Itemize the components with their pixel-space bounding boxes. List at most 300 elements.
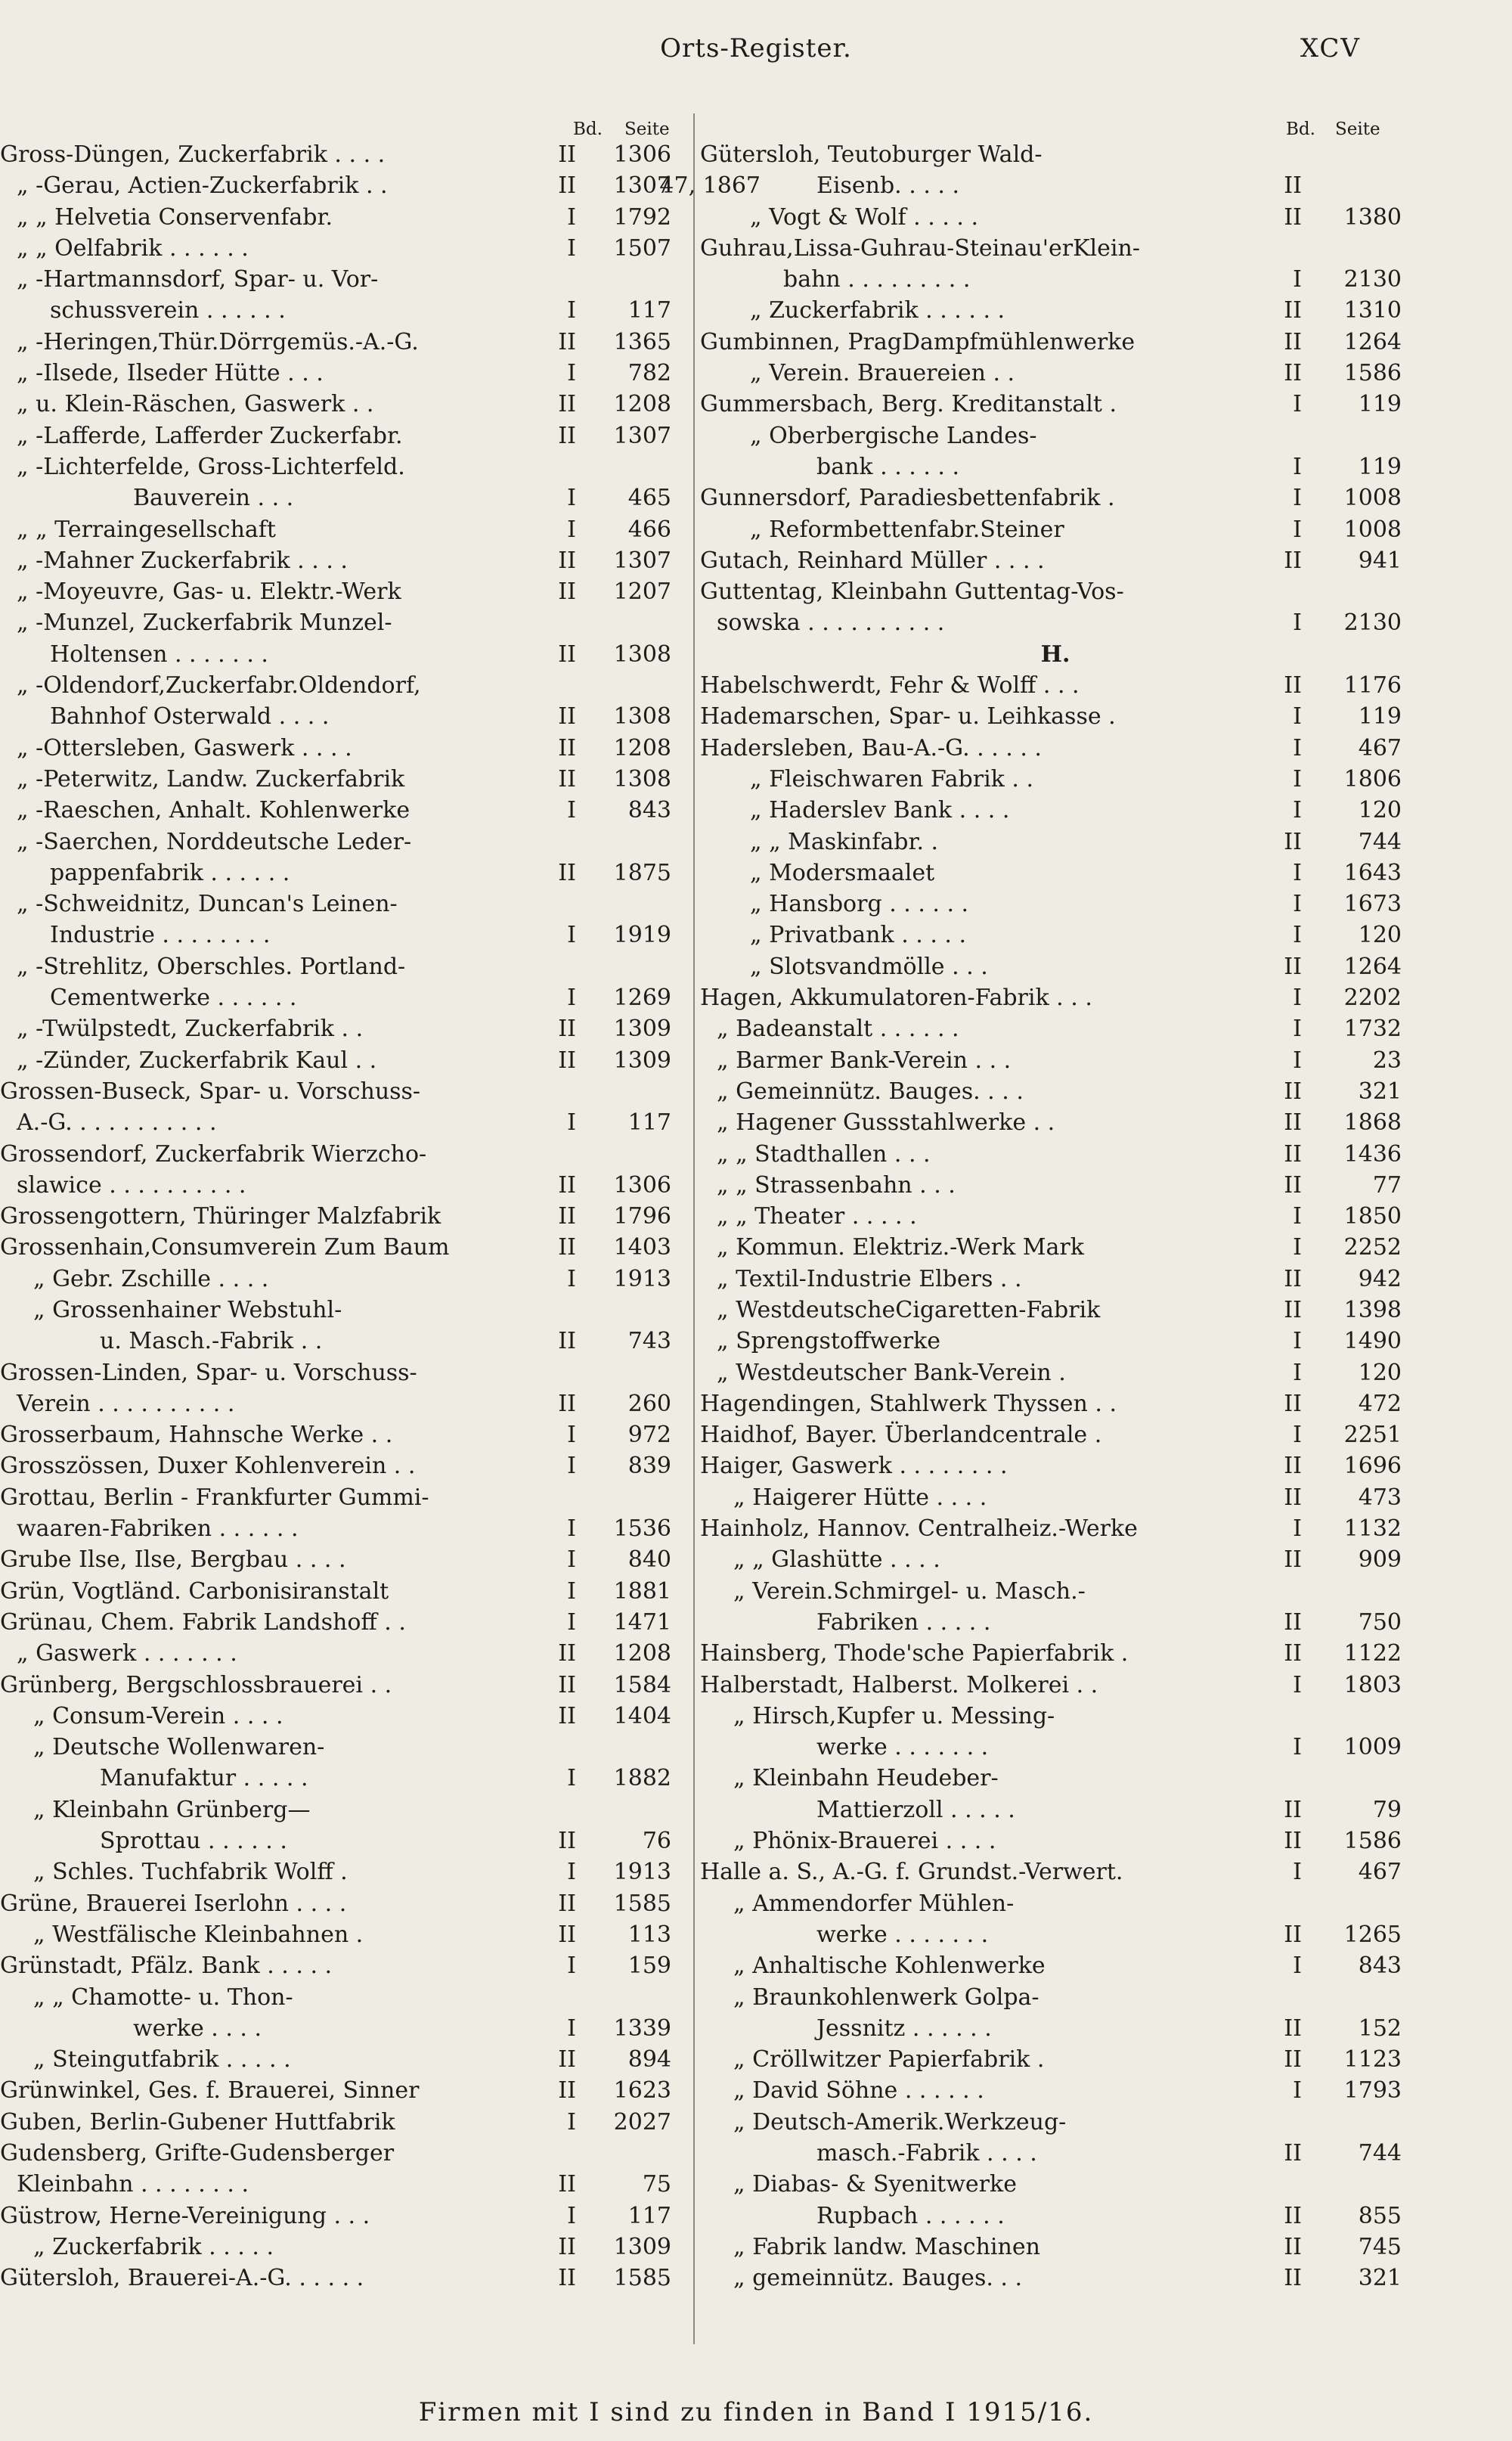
entry-volume: II [1284, 547, 1302, 574]
entry-name: werke . . . . [133, 2015, 262, 2042]
index-entry [0, 951, 692, 982]
entry-page: 1309 [613, 1016, 671, 1043]
entry-name: „ -Heringen,Thür.Dörrgemüs.-A.-G. [17, 328, 419, 355]
entry-name: „ Deutsche Wollenwaren- [33, 1734, 325, 1761]
index-entry [0, 139, 692, 170]
entry-name: Grosserbaum, Hahnsche Werke . . [0, 1422, 393, 1449]
entry-page: 1308 [613, 703, 671, 730]
entry-name: schussverein . . . . . . [50, 297, 286, 324]
entry-volume: I [567, 2108, 576, 2135]
index-entry [700, 1139, 1411, 1170]
entry-volume: II [1284, 1453, 1302, 1480]
index-entry [700, 1201, 1411, 1232]
entry-page: 120 [1358, 797, 1402, 824]
entry-page: 1398 [1343, 1296, 1402, 1323]
index-entry [700, 1170, 1411, 1201]
entry-name: Verein . . . . . . . . . . [17, 1390, 235, 1417]
index-entry [0, 1139, 692, 1170]
entry-name: „ Deutsch-Amerik.Werkzeug- [733, 2108, 1067, 2135]
entry-volume: II [558, 328, 576, 355]
entry-page: 1803 [1343, 1671, 1402, 1698]
entry-page: 119 [1358, 391, 1402, 418]
index-entry [700, 1919, 1411, 1950]
entry-name: „ „ Terraingesellschaft [17, 516, 276, 543]
entry-volume: II [1284, 1078, 1302, 1105]
entry-volume: I [1293, 453, 1302, 480]
index-entry [700, 1638, 1411, 1669]
page-header [0, 33, 1512, 79]
entry-name: „ „ Strassenbahn . . . [717, 1171, 956, 1199]
entry-name: u. Masch.-Fabrik . . [100, 1328, 323, 1355]
entry-volume: I [1293, 703, 1302, 730]
entry-volume: II [558, 1016, 576, 1043]
entry-page: 467 [1358, 1859, 1402, 1886]
entry-name: Gumbinnen, PragDampfmühlenwerke [700, 328, 1136, 355]
entry-name: „ Zuckerfabrik . . . . . . [750, 297, 1005, 324]
entry-volume: II [558, 2171, 576, 2198]
entry-name: Gudensberg, Grifte-Gudensberger [0, 2140, 395, 2167]
entry-name: Güstrow, Herne-Vereinigung . . . [0, 2202, 370, 2229]
entry-volume: I [567, 2015, 576, 2042]
entry-volume: II [558, 1890, 576, 1917]
entry-volume: II [1284, 2265, 1302, 2292]
index-entry [700, 951, 1411, 982]
entry-name: „ Vogt & Wolf . . . . . [750, 203, 979, 231]
entry-name: Grünberg, Bergschlossbrauerei . . [0, 1671, 392, 1698]
index-entry [0, 1107, 692, 1138]
entry-volume: I [1293, 859, 1302, 886]
entry-volume: II [1284, 1265, 1302, 1292]
index-entry [0, 1045, 692, 1076]
entry-name: „ Verein. Brauereien . . [750, 360, 1015, 387]
entry-page: 941 [1358, 547, 1402, 574]
index-entry [700, 2232, 1411, 2263]
index-entry [0, 1888, 692, 1919]
entry-volume: II [558, 859, 576, 886]
entry-name: Hagen, Akkumulatoren-Fabrik . . . [700, 985, 1092, 1012]
entry-volume: I [567, 516, 576, 543]
index-entry [700, 358, 1411, 389]
entry-volume: II [1284, 1140, 1302, 1168]
entry-name: „ Westdeutscher Bank-Verein . [717, 1359, 1066, 1386]
index-entry [0, 1513, 692, 1544]
entry-volume: II [1284, 172, 1302, 200]
entry-page: 1132 [1343, 1515, 1402, 1543]
entry-name: waaren-Fabriken . . . . . . [17, 1515, 299, 1543]
entry-volume: I [1293, 1328, 1302, 1355]
entry-volume: II [1284, 828, 1302, 855]
entry-name: Grünwinkel, Ges. f. Brauerei, Sinner [0, 2077, 420, 2104]
index-entry [0, 920, 692, 951]
entry-page: 1208 [613, 391, 671, 418]
index-entry [0, 545, 692, 576]
entry-volume: II [558, 1328, 576, 1355]
entry-volume: I [567, 1515, 576, 1543]
entry-page: 1586 [1343, 1828, 1402, 1855]
entry-page: 260 [627, 1390, 671, 1417]
entry-page: 894 [627, 2046, 671, 2073]
index-entry [700, 233, 1411, 264]
entry-name: „ Fleischwaren Fabrik . . [750, 765, 1033, 792]
index-entry [700, 889, 1411, 920]
index-entry [700, 670, 1411, 701]
entry-name: „ „ Chamotte- u. Thon- [33, 1984, 293, 2011]
entry-name: „ Schles. Tuchfabrik Wolff . [33, 1859, 348, 1886]
entry-volume: II [558, 734, 576, 761]
index-entry [700, 827, 1411, 858]
index-entry [0, 795, 692, 826]
entry-page: 472 [1358, 1390, 1402, 1417]
entry-name: Grossendorf, Zuckerfabrik Wierzcho- [0, 1140, 427, 1168]
entry-name: „ Ammendorfer Mühlen- [733, 1890, 1015, 1917]
entry-name: A.-G. . . . . . . . . . . [17, 1109, 217, 1137]
entry-volume: I [567, 922, 576, 949]
entry-page: 1882 [613, 1765, 671, 1792]
entry-page: 2027 [613, 2108, 671, 2135]
index-entry [0, 1856, 692, 1887]
entry-page: 782 [627, 360, 671, 387]
entry-page: 2252 [1343, 1234, 1402, 1261]
entry-volume: I [1293, 391, 1302, 418]
entry-page: 2130 [1343, 266, 1402, 293]
index-entry [0, 1732, 692, 1763]
index-entry [700, 1544, 1411, 1575]
entry-name: „ -Mahner Zuckerfabrik . . . . [17, 547, 348, 574]
entry-page: 840 [627, 1546, 671, 1574]
entry-name: „ -Saerchen, Norddeutsche Leder- [17, 828, 412, 855]
entry-page: 1309 [613, 2233, 671, 2260]
entry-name: „ -Lichterfelde, Gross-Lichterfeld. [17, 453, 405, 480]
entry-page: 1308 [613, 640, 671, 668]
entry-page: 152 [1358, 2015, 1402, 2042]
entry-name: „ Anhaltische Kohlenwerke [733, 1952, 1046, 1980]
index-entry [0, 1825, 692, 1856]
index-entry [700, 2075, 1411, 2106]
entry-name: „ -Zünder, Zuckerfabrik Kaul . . [17, 1047, 377, 1074]
index-entry [700, 2138, 1411, 2169]
entry-page: 1339 [613, 2015, 671, 2042]
seite-label: Seite [1335, 119, 1380, 139]
entry-name: „ -Moyeuvre, Gas- u. Elektr.-Werk [17, 578, 401, 606]
entry-volume: I [1293, 609, 1302, 637]
entry-name: „ „ Theater . . . . . [717, 1203, 917, 1230]
right-column-header [700, 113, 1411, 139]
entry-name: Industrie . . . . . . . . [50, 922, 271, 949]
entry-volume: II [1284, 297, 1302, 324]
entry-page: 120 [1358, 922, 1402, 949]
entry-page: 1643 [1343, 859, 1402, 886]
entry-volume: I [1293, 1234, 1302, 1261]
entry-name: Haiger, Gaswerk . . . . . . . . [700, 1453, 1008, 1480]
entry-name: „ Slotsvandmölle . . . [750, 953, 988, 980]
entry-page: 1806 [1343, 765, 1402, 792]
entry-page: 1881 [613, 1577, 671, 1605]
entry-page: 467 [1358, 734, 1402, 761]
entry-name: „ Privatbank . . . . . [750, 922, 967, 949]
entry-name: „ -Oldendorf,Zuckerfabr.Oldendorf, [17, 672, 421, 699]
entry-name: Kleinbahn . . . . . . . . [17, 2171, 249, 2198]
index-entry [0, 1950, 692, 1981]
entry-volume: II [558, 703, 576, 730]
entry-name: „ Badeanstalt . . . . . . [717, 1016, 959, 1043]
entry-page: 47, 1867 [659, 172, 761, 200]
page-footer: Firmen mit I sind zu finden in Band I 1915/16. [418, 2397, 1094, 2427]
entry-name: werke . . . . . . . [816, 1734, 989, 1761]
entry-page: 1264 [1343, 953, 1402, 980]
entry-volume: I [567, 797, 576, 824]
index-entry [0, 1763, 692, 1794]
entry-name: Grossengottern, Thüringer Malzfabrik [0, 1203, 442, 1230]
entry-name: „ „ Stadthallen . . . [717, 1140, 931, 1168]
entry-volume: I [1293, 891, 1302, 918]
entry-name: „ „ Helvetia Conservenfabr. [17, 203, 333, 231]
index-entry [0, 2263, 692, 2294]
index-entry [0, 1982, 692, 2013]
entry-volume: II [1284, 2233, 1302, 2260]
index-entry [0, 827, 692, 858]
entry-volume: II [558, 765, 576, 792]
entry-volume: II [558, 1171, 576, 1199]
entry-volume: I [1293, 1671, 1302, 1698]
index-entry [0, 1264, 692, 1295]
entry-name: „ Steingutfabrik . . . . . [33, 2046, 291, 2073]
entry-name: Hainholz, Hannov. Centralheiz.-Werke [700, 1515, 1138, 1543]
index-entry [700, 1295, 1411, 1326]
index-entry [0, 1670, 692, 1701]
index-entry [0, 858, 692, 889]
index-entry [700, 1732, 1411, 1763]
index-entry [700, 1482, 1411, 1513]
entry-volume: II [1284, 2046, 1302, 2073]
entry-page: 1696 [1343, 1453, 1402, 1480]
entry-name: „ -Ilsede, Ilseder Hütte . . . [17, 360, 324, 387]
index-entry [0, 1232, 692, 1263]
entry-volume: II [1284, 953, 1302, 980]
index-entry [0, 982, 692, 1013]
entry-page: 744 [1358, 2140, 1402, 2167]
entry-name: „ Haigerer Hütte . . . . [733, 1484, 987, 1511]
entry-page: 117 [627, 297, 671, 324]
entry-volume: II [1284, 360, 1302, 387]
entry-name: Hagendingen, Stahlwerk Thyssen . . [700, 1390, 1117, 1417]
entry-name: Mattierzoll . . . . . [816, 1796, 1015, 1823]
entry-page: 466 [627, 516, 671, 543]
index-entry [0, 170, 692, 201]
entry-page: 1306 [613, 1171, 671, 1199]
entry-page: 843 [627, 797, 671, 824]
left-column [0, 113, 692, 2352]
entry-name: „ -Ottersleben, Gaswerk . . . . [17, 734, 352, 761]
entry-name: „ -Hartmannsdorf, Spar- u. Vor- [17, 266, 379, 293]
index-entry [0, 1794, 692, 1825]
entry-volume: I [567, 985, 576, 1012]
entry-volume: II [558, 1203, 576, 1230]
entry-volume: II [558, 2265, 576, 2292]
index-entry [0, 1638, 692, 1669]
index-entry [0, 1201, 692, 1232]
entry-page: 855 [1358, 2202, 1402, 2229]
entry-page: 1536 [613, 1515, 671, 1543]
entry-name: Grosszössen, Duxer Kohlenverein . . [0, 1453, 416, 1480]
entry-name: „ -Munzel, Zuckerfabrik Munzel- [17, 609, 392, 637]
index-entry [700, 858, 1411, 889]
index-entry [0, 1450, 692, 1481]
entry-page: 1306 [613, 141, 671, 168]
entry-volume: I [567, 1952, 576, 1980]
entry-name: Grossenhain,Consumverein Zum Baum [0, 1234, 450, 1261]
index-entry [700, 1326, 1411, 1357]
index-entry [700, 920, 1411, 951]
entry-page: 465 [627, 485, 671, 512]
entry-page: 76 [642, 1828, 671, 1855]
right-column [659, 113, 1411, 2352]
entry-name: „ Phönix-Brauerei . . . . [733, 1828, 996, 1855]
entry-volume: II [1284, 1296, 1302, 1323]
entry-page: 843 [1358, 1952, 1402, 1980]
entry-volume: II [558, 1671, 576, 1698]
entry-name: „ u. Klein-Räschen, Gaswerk . . [17, 391, 374, 418]
index-entry [0, 889, 692, 920]
entry-page: 1009 [1343, 1734, 1402, 1761]
entry-name: „ Gaswerk . . . . . . . [17, 1640, 237, 1667]
entry-volume: II [1284, 1828, 1302, 1855]
index-entry [700, 2263, 1411, 2294]
entry-page: 321 [1358, 2265, 1402, 2292]
entry-name: „ „ Glashütte . . . . [733, 1546, 940, 1574]
entry-name: „ Hagener Gussstahlwerke . . [717, 1109, 1055, 1137]
index-entry [700, 1763, 1411, 1794]
entry-name: „ -Schweidnitz, Duncan's Leinen- [17, 891, 398, 918]
entry-page: 1796 [613, 1203, 671, 1230]
entry-volume: I [567, 203, 576, 231]
entry-volume: II [1284, 1171, 1302, 1199]
index-entry [700, 701, 1411, 732]
index-entry [700, 482, 1411, 513]
entry-name: „ Diabas- & Syenitwerke [733, 2171, 1017, 2198]
entry-name: Grün, Vogtländ. Carbonisiranstalt [0, 1577, 389, 1605]
entry-name: „ David Söhne . . . . . . [733, 2077, 984, 2104]
entry-page: 1176 [1343, 672, 1402, 699]
index-entry [0, 2013, 692, 2044]
entry-page: 909 [1358, 1546, 1402, 1574]
entry-page: 1264 [1343, 328, 1402, 355]
entry-volume: II [558, 547, 576, 574]
bd-label: Bd. [1286, 119, 1315, 139]
entry-name: „ -Gerau, Actien-Zuckerfabrik . . [17, 172, 388, 200]
entry-page: 1008 [1343, 516, 1402, 543]
entry-name: „ -Strehlitz, Oberschles. Portland- [17, 953, 406, 980]
index-entry [0, 733, 692, 764]
entry-volume: II [1284, 1484, 1302, 1511]
entry-page: 1875 [613, 859, 671, 886]
entry-page: 75 [642, 2171, 671, 2198]
entry-name: Haidhof, Bayer. Überlandcentrale . [700, 1422, 1102, 1449]
entry-name: „ -Raeschen, Anhalt. Kohlenwerke [17, 797, 411, 824]
entry-name: Habelschwerdt, Fehr & Wolff . . . [700, 672, 1080, 699]
entry-volume: I [567, 360, 576, 387]
index-entry [0, 358, 692, 389]
index-entry [0, 1419, 692, 1450]
index-entry [700, 1825, 1411, 1856]
index-entry [0, 764, 692, 795]
entry-page: 1310 [1343, 297, 1402, 324]
index-entry [0, 701, 692, 732]
entry-page: 1585 [613, 2265, 671, 2292]
entry-page: 120 [1358, 1359, 1402, 1386]
entry-volume: II [558, 1390, 576, 1417]
entry-name: „ -Lafferde, Lafferder Zuckerfabr. [17, 422, 403, 449]
index-entry [0, 420, 692, 451]
entry-page: 79 [1372, 1796, 1402, 1823]
index-entry [0, 1295, 692, 1326]
entry-volume: II [558, 640, 576, 668]
entry-volume: II [1284, 1390, 1302, 1417]
index-entry [700, 2169, 1411, 2200]
entry-name: „ Modersmaalet [750, 859, 935, 886]
entry-page: 2251 [1343, 1422, 1402, 1449]
index-entry [700, 2013, 1411, 2044]
entry-volume: I [567, 1109, 576, 1137]
entry-volume: I [1293, 516, 1302, 543]
entry-name: „ gemeinnütz. Bauges. . . [733, 2265, 1023, 2292]
entry-name: Eisenb. . . . . [816, 172, 959, 200]
entry-volume: I [1293, 1203, 1302, 1230]
index-entry [0, 2044, 692, 2075]
index-entry [700, 1450, 1411, 1481]
index-entry [0, 639, 692, 670]
entry-page: 1585 [613, 1890, 671, 1917]
entry-volume: I [567, 1265, 576, 1292]
entry-volume: II [558, 578, 576, 606]
index-entry [0, 607, 692, 638]
entry-volume: II [558, 1640, 576, 1667]
entry-name: Guttentag, Kleinbahn Guttentag-Vos- [700, 578, 1124, 606]
entry-volume: I [1293, 797, 1302, 824]
entry-name: Grossen-Buseck, Spar- u. Vorschuss- [0, 1078, 421, 1105]
entry-name: „ Textil-Industrie Elbers . . [717, 1265, 1022, 1292]
entry-volume: I [1293, 1859, 1302, 1886]
entry-page: 113 [627, 1921, 671, 1948]
entry-page: 750 [1358, 1608, 1402, 1636]
index-entry [0, 482, 692, 513]
entry-name: „ -Peterwitz, Landw. Zuckerfabrik [17, 765, 405, 792]
index-entry [700, 1357, 1411, 1388]
entry-name: „ Oberbergische Landes- [750, 422, 1037, 449]
index-entry [0, 1576, 692, 1607]
entry-page: 1919 [613, 922, 671, 949]
entry-name: „ „ Maskinfabr. . [750, 828, 939, 855]
entry-volume: I [1293, 2077, 1302, 2104]
entry-page: 2202 [1343, 985, 1402, 1012]
entry-volume: I [1293, 985, 1302, 1012]
entry-page: 942 [1358, 1265, 1402, 1292]
entry-volume: II [558, 172, 576, 200]
entry-page: 1471 [613, 1608, 671, 1636]
entry-volume: II [558, 1702, 576, 1729]
index-entry [0, 2169, 692, 2200]
entry-name: masch.-Fabrik . . . . [816, 2140, 1037, 2167]
entry-name: Manufaktur . . . . . [100, 1765, 308, 1792]
entry-name: „ Zuckerfabrik . . . . . [33, 2233, 274, 2260]
index-entry [700, 2107, 1411, 2138]
entry-name: „ Westfälische Kleinbahnen . [33, 1921, 364, 1948]
index-entry [0, 202, 692, 233]
entry-volume: I [567, 485, 576, 512]
entry-name: Grünstadt, Pfälz. Bank . . . . . [0, 1952, 333, 1980]
entry-volume: II [1284, 2015, 1302, 2042]
index-entry [700, 733, 1411, 764]
entry-page: 1403 [613, 1234, 671, 1261]
